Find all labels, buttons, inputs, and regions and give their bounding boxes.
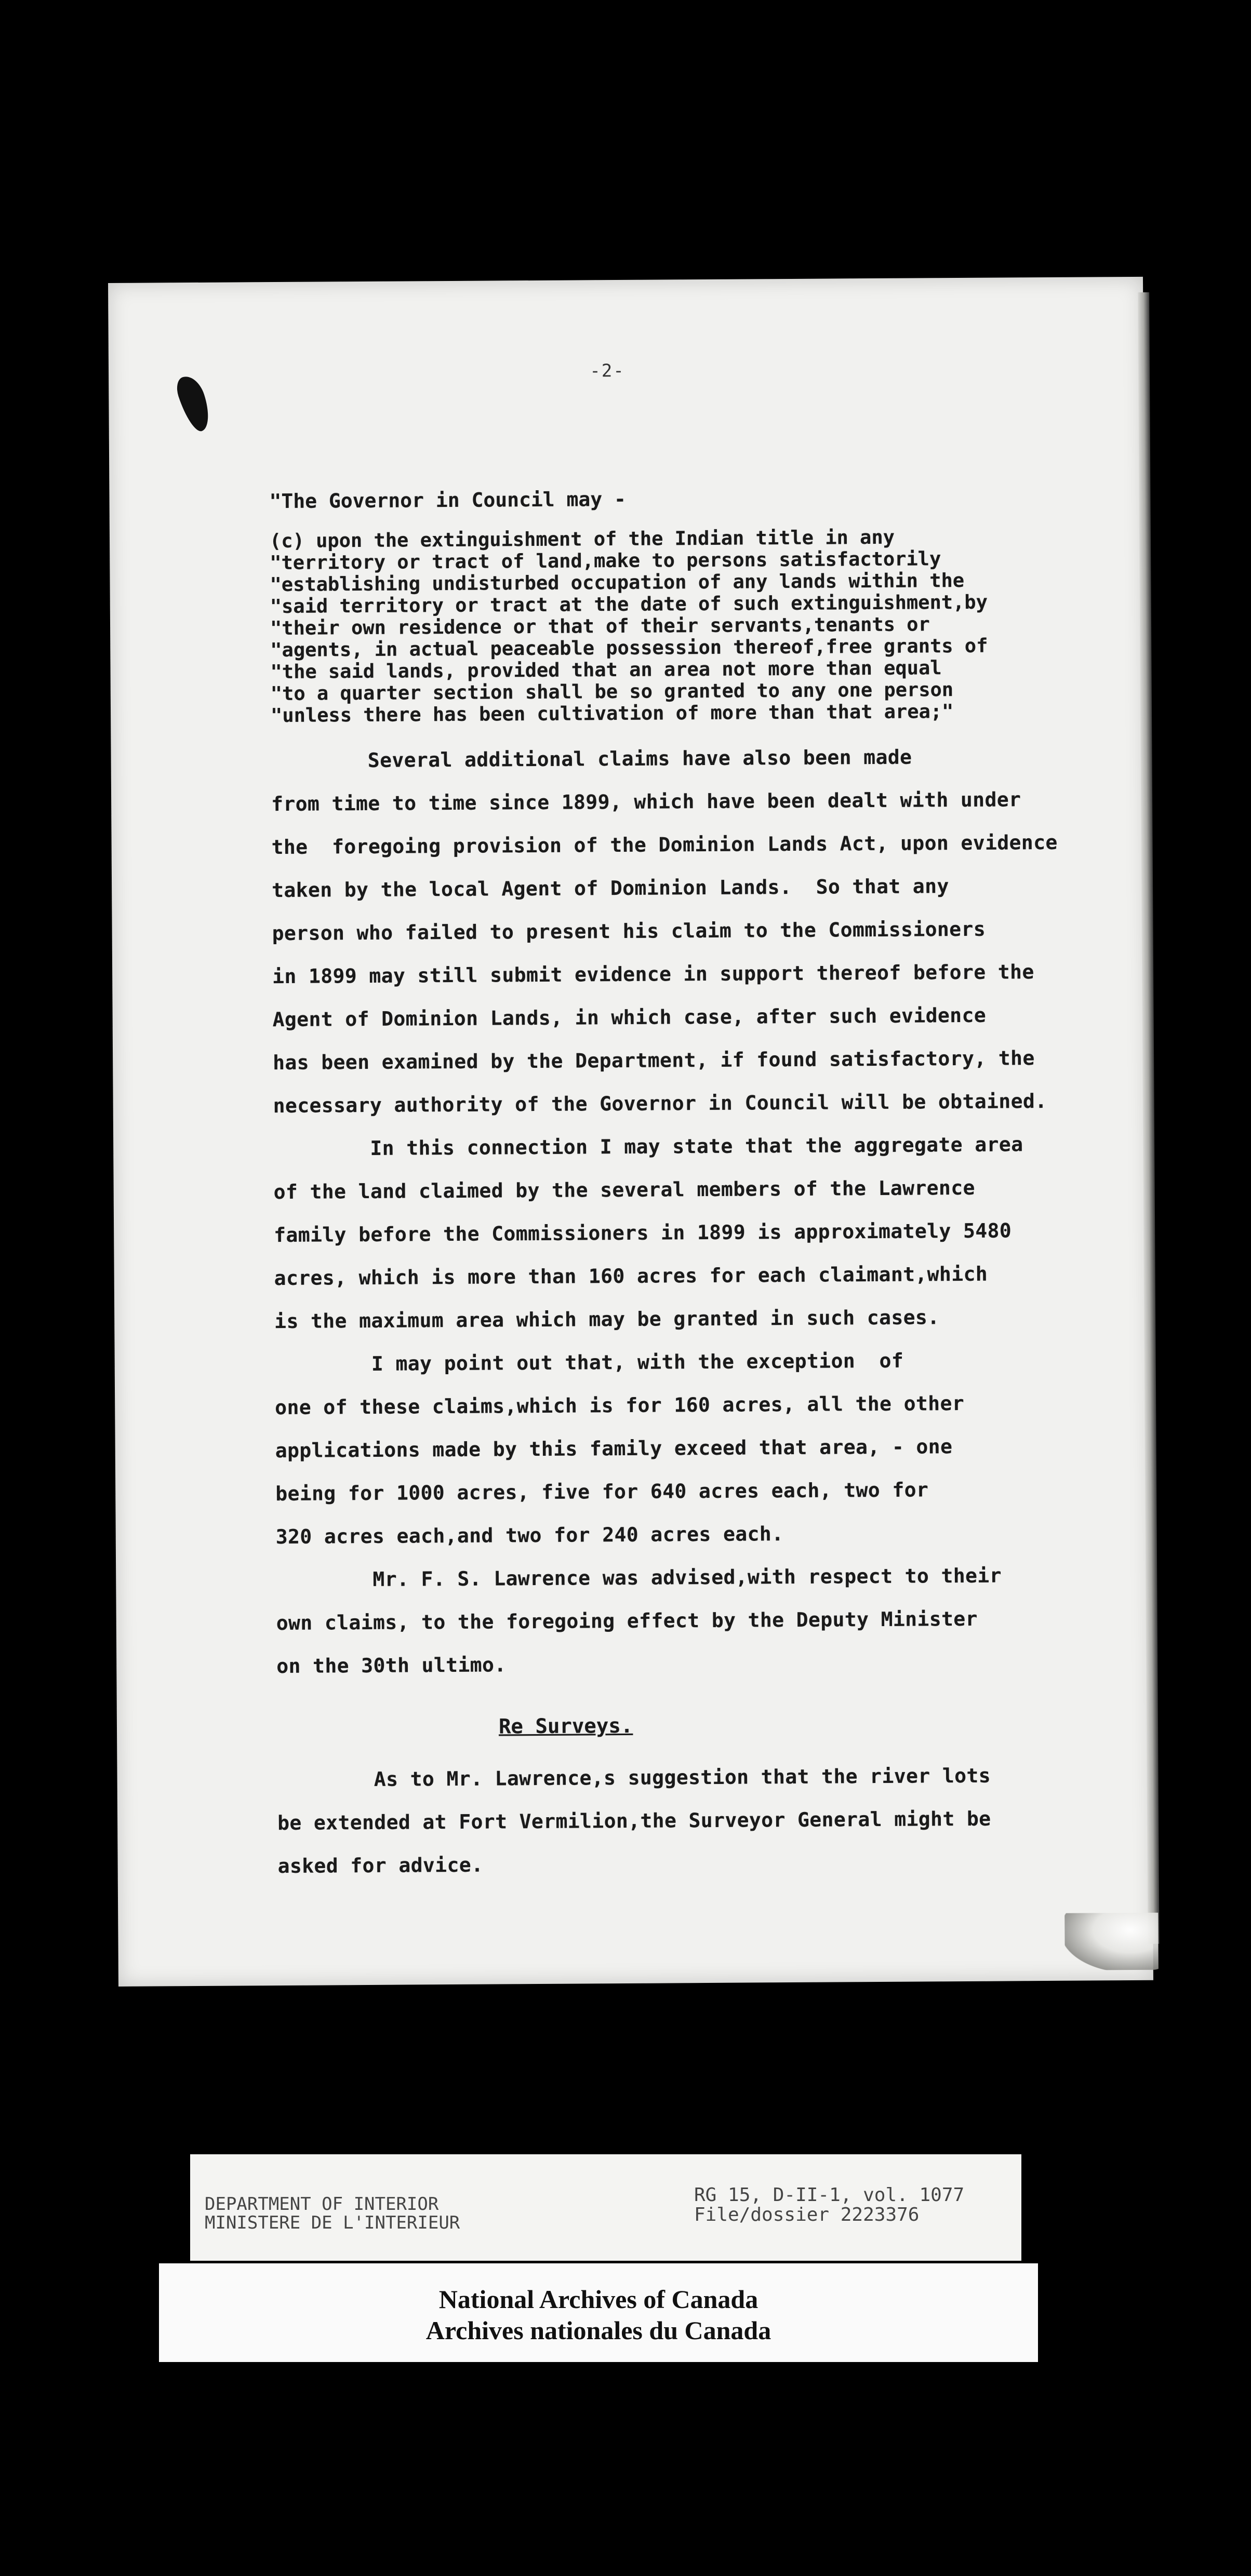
quote-line: "their own residence or that of their servants,tenants or	[270, 613, 930, 640]
body-line: of the land claimed by the several members of the Lawrence	[273, 1176, 975, 1204]
closing-line: As to Mr. Lawrence,s suggestion that the river lots	[277, 1764, 991, 1792]
archives-name-fr: Archives nationales du Canada	[425, 2316, 771, 2345]
body-line: has been examined by the Department, if found satisfactory, the	[273, 1046, 1035, 1075]
page-edge	[1138, 292, 1159, 1944]
quote-line: "said territory or tract at the date of such extinguishment,by	[270, 591, 988, 618]
file-number: File/dossier 2223376	[694, 2204, 920, 2225]
page-number: -2-	[590, 360, 625, 382]
body-line: person who failed to present his claim to the Commissioners	[272, 917, 986, 945]
ink-blot-mark	[173, 372, 215, 435]
typed-document-page	[108, 277, 1153, 1987]
quote-line: "establishing undisturbed occupation of any lands within the	[270, 569, 965, 596]
archive-reference-label	[190, 2154, 1021, 2261]
quote-line: "unless there has been cultivation of more than that area;"	[270, 700, 954, 727]
body-line: I may point out that, with the exception of	[274, 1349, 904, 1376]
archives-banner	[159, 2263, 1038, 2362]
archives-name-en: National Archives of Canada	[438, 2285, 758, 2314]
department-name	[205, 2195, 460, 2232]
quote-line: "to a quarter section shall be so granted to any one person	[270, 678, 954, 705]
page-corner-curl	[1064, 1913, 1159, 1970]
body-line: Mr. F. S. Lawrence was advised,with respect to their	[276, 1564, 1002, 1592]
body-line: on the 30th ultimo.	[276, 1653, 507, 1678]
file-reference	[694, 2185, 964, 2225]
record-group: RG 15, D-II-1, vol. 1077	[694, 2184, 965, 2206]
department-name-fr: MINISTERE DE L'INTERIEUR	[205, 2212, 460, 2233]
quote-heading: "The Governor in Council may -	[269, 487, 627, 513]
closing-line: asked for advice.	[277, 1853, 484, 1878]
body-line: In this connection I may state that the aggregate area	[273, 1133, 1023, 1161]
quote-line: "territory or tract of land,make to persons satisfactorily	[270, 547, 941, 574]
body-line: being for 1000 acres, five for 640 acres each, two for	[275, 1478, 929, 1506]
body-line: the foregoing provision of the Dominion Lands Act, upon evidence	[271, 830, 1058, 859]
body-line: necessary authority of the Governor in Council will be obtained.	[273, 1089, 1047, 1118]
body-line: 320 acres each,and two for 240 acres each.	[275, 1522, 784, 1549]
quote-line: "the said lands, provided that an area not more than equal	[270, 656, 942, 683]
body-line: in 1899 may still submit evidence in support thereof before the	[272, 960, 1034, 988]
body-line: acres, which is more than 160 acres for each claimant,which	[274, 1262, 988, 1290]
body-line: Several additional claims have also been made	[271, 745, 912, 773]
department-name-en: DEPARTMENT OF INTERIOR	[205, 2194, 439, 2215]
body-line: own claims, to the foregoing effect by the Deputy Minister	[276, 1607, 978, 1635]
body-line: from time to time since 1899, which have been dealt with under	[271, 788, 1021, 816]
section-heading: Re Surveys.	[498, 1714, 633, 1739]
body-line: taken by the local Agent of Dominion Lands. So that any	[272, 875, 949, 902]
body-line: applications made by this family exceed that area, - one	[275, 1435, 953, 1463]
quote-line: "agents, in actual peaceable possession thereof,free grants of	[270, 634, 988, 662]
body-line: Agent of Dominion Lands, in which case, after such evidence	[272, 1003, 987, 1031]
quote-line: (c) upon the extinguishment of the Indian title in any	[269, 526, 895, 553]
body-line: family before the Commissioners in 1899 is approximately 5480	[274, 1219, 1012, 1247]
body-line: is the maximum area which may be granted in such cases.	[274, 1306, 940, 1333]
closing-line: be extended at Fort Vermilion,the Surveyor General might be	[277, 1807, 991, 1835]
body-line: one of these claims,which is for 160 acres, all the other	[275, 1391, 965, 1419]
